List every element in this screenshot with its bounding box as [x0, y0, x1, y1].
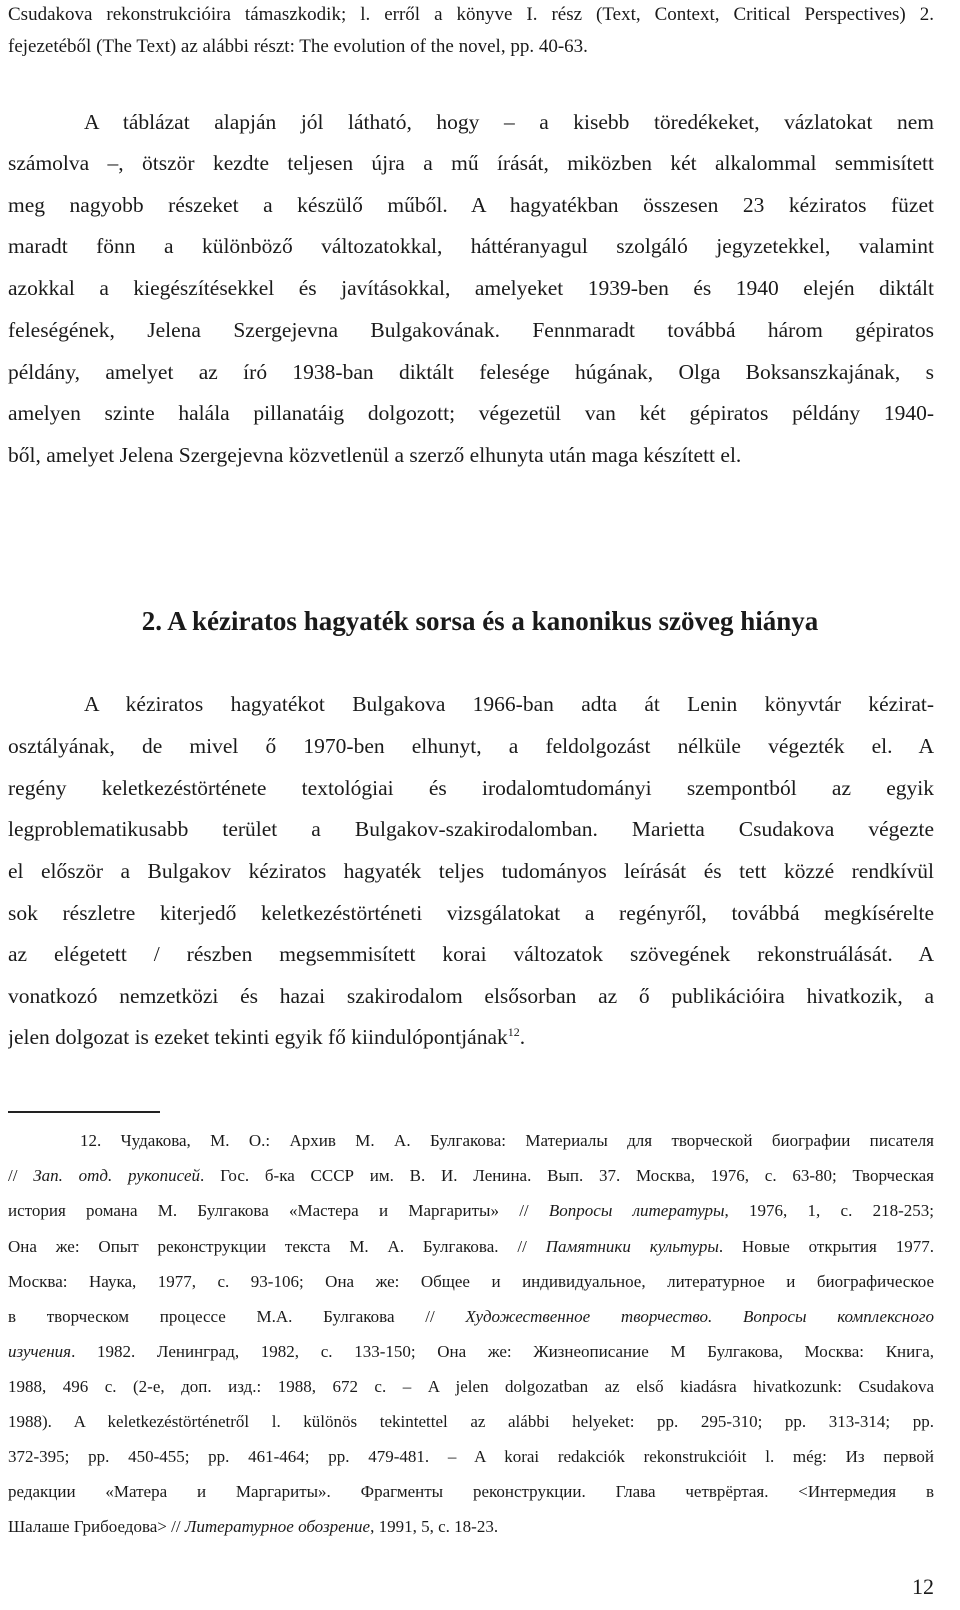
footnote-line: 1988). A keletkezéstörténetről l. különös tekintettel az alábbi helyeket: pp. 295-310; pp. 313-314; pp. — [8, 1412, 934, 1431]
paragraph-line: regény keletkezéstörténete textológiai és irodalomtudományi szempontból az egyik — [8, 776, 934, 800]
paragraph-line: példány, amelyet az író 1938-ban diktált felesége húgának, Olga Boksanszkajának, s — [8, 360, 934, 384]
paragraph-line: ből, amelyet Jelena Szergejevna közvetlenül a szerző elhunyta után maga készített el. — [8, 443, 742, 467]
footnote-line: 372-395; pp. 450-455; pp. 461-464; pp. 479-481. – A korai redakciók rekonstrukcióit l. még: Из первой — [8, 1447, 934, 1466]
intro-text-2: fejezetéből (The Text) az alábbi részt: The evolution of the novel, pp. 40-63. — [8, 36, 588, 57]
intro-text-1: Csudakova rekonstrukcióira támaszkodik; l. erről a könyve I. rész (Text, Context, Critical Perspectives) 2. — [8, 4, 934, 25]
paragraph-text: jelen dolgozat is ezeket tekinti egyik fő kiindulópontjának — [8, 1025, 508, 1049]
footnote-text: . 1982. Ленинград, 1982, с. 133-150; Она же: Жизнеописание М Булгакова, Москва: Книга, — [71, 1342, 934, 1361]
footnote-italic: Литературное обозрение — [184, 1517, 371, 1536]
footnote-text: Она же: Опыт реконструкции текста М. А. Булгакова. // — [8, 1237, 546, 1256]
footnote-text: история романа М. Булгакова «Мастера и Маргариты» // — [8, 1201, 549, 1220]
paragraph-line: azokkal a kiegészítésekkel és javításokkal, amelyeket 1939-ben és 1940 elején diktált — [8, 276, 934, 300]
paragraph-line: az elégetett / részben megsemmisített korai változatok szövegének rekonstruálását. A — [8, 942, 934, 966]
paragraph-line: meg nagyobb részeket a készülő műből. A hagyatékban összesen 23 kéziratos füzet — [8, 193, 934, 217]
footnote-line — [8, 1306, 934, 1328]
footnote-line — [8, 1200, 934, 1222]
intro-line-1 — [8, 4, 934, 26]
paragraph-line: vonatkozó nemzetközi és hazai szakirodalom elsősorban az ő publikációira hivatkozik, a — [8, 984, 934, 1008]
paragraph-last-line — [8, 1022, 934, 1052]
paragraph-end: . — [519, 1025, 526, 1049]
section-heading: 2. A kéziratos hagyaték sorsa és a kanonikus szöveg hiánya — [141, 606, 819, 636]
paragraph-line: maradt fönn a különböző változatokkal, háttéranyagul szolgáló jegyzetekkel, valamint — [8, 234, 934, 258]
paragraph-line: A táblázat alapján jól látható, hogy – a kisebb töredékeket, vázlatokat nem — [84, 110, 934, 134]
footnote-line — [8, 1236, 934, 1258]
paragraph-line: legproblematikusabb terület a Bulgakov-szakirodalomban. Marietta Csudakova végezte — [8, 817, 934, 841]
footnote-reference[interactable]: 12 — [507, 1024, 520, 1039]
footnote-italic: Вопросы литературы — [548, 1201, 725, 1220]
footnote-text: Шалаше Грибоедова> // — [8, 1517, 185, 1536]
footnote-italic: Зап. отд. рукописей — [33, 1166, 201, 1185]
paragraph-line: számolva –, ötször kezdte teljesen újra a mű írását, miközben két alkalommal semmisített — [8, 151, 934, 175]
footnote-text: , 1991, 5, с. 18-23. — [370, 1517, 499, 1536]
footnote-line: 1988, 496 с. (2-е, доп. изд.: 1988, 672 с. – A jelen dolgozatban az első kiadásra hivatkozunk: Csudakova — [8, 1377, 934, 1396]
paragraph-line: amelyen szinte halála pillanatáig dolgozott; végezetül van két gépiratos példány 1940- — [8, 401, 934, 425]
footnote-text: . Новые открытия 1977. — [718, 1237, 934, 1256]
paragraph-line: A kéziratos hagyatékot Bulgakova 1966-ban adta át Lenin könyvtár kézirat- — [84, 692, 934, 716]
paragraph-line: feleségének, Jelena Szergejevna Bulgakovának. Fennmaradt továbbá három gépiratos — [8, 318, 934, 342]
footnote-line: редакции «Матера и Маргариты». Фрагменты реконструкции. Глава четврёртая. <Интермедия в — [8, 1482, 934, 1501]
paragraph-line: osztályának, de mivel ő 1970-ben elhunyt, a feldolgozást nélküle végezték el. A — [8, 734, 934, 758]
footnote-italic: Памятники культуры — [545, 1237, 719, 1256]
footnote-italic: Художественное творчество. Вопросы комплексного — [465, 1307, 934, 1326]
paragraph-line: el először a Bulgakov kéziratos hagyaték teljes tudományos leírását és tett közzé rendkívül — [8, 859, 934, 883]
intro-line-2 — [8, 36, 934, 58]
footnote-line — [8, 1165, 934, 1187]
footnote-line: 12. Чудакова, М. О.: Архив М. А. Булгакова: Материалы для творческой биографии писателя — [80, 1131, 934, 1150]
footnote-line — [8, 1516, 934, 1538]
footnote-text: . Гос. б-ка СССР им. В. И. Ленина. Вып. 37. Москва, 1976, с. 63-80; Творческая — [200, 1166, 934, 1185]
footnote-text: в творческом процессе М.А. Булгакова // — [8, 1307, 466, 1326]
footnote-line — [8, 1341, 934, 1363]
paragraph-line: sok részletre kiterjedő keletkezéstörténeti vizsgálatokat a regényről, továbbá megkísérelte — [8, 901, 934, 925]
footnote-text: // — [8, 1166, 34, 1185]
footnote-italic: изучения — [8, 1342, 72, 1361]
page-number: 12 — [912, 1574, 934, 1599]
footnote-text: , 1976, 1, с. 218-253; — [724, 1201, 934, 1220]
footnote-line: Москва: Наука, 1977, с. 93-106; Она же: Общее и индивидуальное, литературное и биографическое — [8, 1272, 934, 1291]
footnote-rule — [8, 1111, 160, 1113]
